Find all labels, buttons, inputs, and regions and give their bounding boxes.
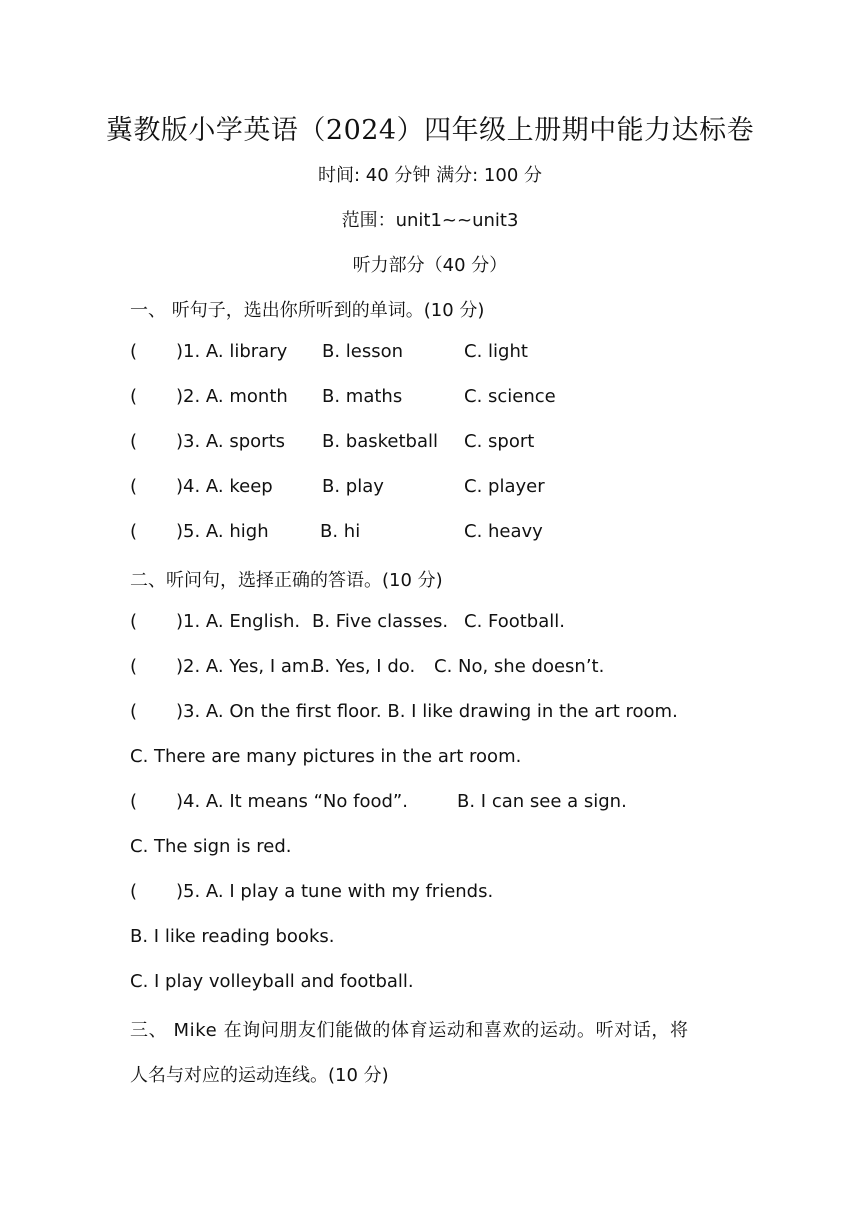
option-c: C. heavy (464, 521, 543, 542)
item-question: )4. A. It means “No food”. (176, 791, 408, 812)
option-c: C. science (464, 386, 556, 407)
option-b: B. I like reading books. (130, 926, 335, 947)
option-b: B. play (322, 476, 384, 497)
option-c: C. sport (464, 431, 535, 452)
answer-paren: ( (130, 386, 138, 407)
answer-paren: ( (130, 611, 138, 632)
answer-paren: ( (130, 521, 138, 542)
option-c: C. player (464, 476, 545, 497)
page-title: 冀教版小学英语（2024）四年级上册期中能力达标卷 (105, 115, 755, 146)
item-question: )2. A. month (176, 386, 288, 407)
option-b: B. hi (320, 521, 361, 542)
item-question: )5. A. high (176, 521, 269, 542)
item-question: )1. A. library (176, 341, 288, 362)
answer-paren: ( (130, 881, 138, 902)
section3-heading-line2: 人名与对应的运动连线。(10 分) (130, 1065, 389, 1086)
option-c: C. There are many pictures in the art room. (130, 746, 522, 767)
item-question: )3. A. sports (176, 431, 286, 452)
item-question: )3. A. On the first floor. B. I like drawing in the art room. (176, 701, 678, 722)
option-c: C. The sign is red. (130, 836, 292, 857)
answer-paren: ( (130, 341, 138, 362)
section2-heading: 二、听问句，选择正确的答语。(10 分) (130, 570, 443, 591)
range-line: 范围：unit1~~unit3 (341, 210, 519, 231)
option-b: B. I can see a sign. (457, 791, 627, 812)
item-question: )5. A. I play a tune with my friends. (176, 881, 494, 902)
section1-heading: 一、 听句子，选出你所听到的单词。(10 分) (130, 300, 485, 321)
option-b: B. Yes, I do. (312, 656, 416, 677)
option-c: C. No, she doesn’t. (434, 656, 605, 677)
item-question: )1. A. English. (176, 611, 301, 632)
item-question: )4. A. keep (176, 476, 273, 497)
answer-paren: ( (130, 701, 138, 722)
option-b: B. maths (322, 386, 403, 407)
option-b: B. lesson (322, 341, 404, 362)
time-score-line: 时间: 40 分钟 满分: 100 分 (318, 165, 542, 186)
section3-heading-line1: 三、 Mike 在询问朋友们能做的体育运动和喜欢的运动。听对话，将 (130, 1020, 689, 1041)
option-b: B. Five classes. (312, 611, 449, 632)
option-b: B. basketball (322, 431, 438, 452)
answer-paren: ( (130, 791, 138, 812)
option-c: C. Football. (464, 611, 565, 632)
answer-paren: ( (130, 431, 138, 452)
option-c: C. I play volleyball and football. (130, 971, 414, 992)
answer-paren: ( (130, 656, 138, 677)
listening-part-heading: 听力部分（40 分） (352, 255, 508, 276)
answer-paren: ( (130, 476, 138, 497)
option-c: C. light (464, 341, 528, 362)
item-question: )2. A. Yes, I am. (176, 656, 316, 677)
